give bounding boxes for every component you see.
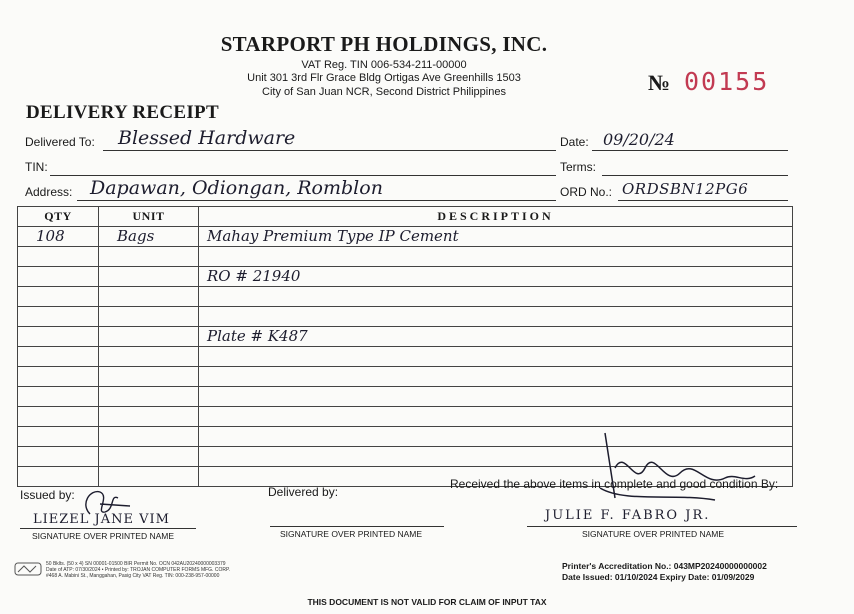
delivered-by-line (270, 526, 444, 527)
issued-by-caption: SIGNATURE OVER PRINTED NAME (32, 531, 174, 541)
date-line (592, 150, 788, 151)
qty-cell-text (18, 447, 36, 465)
unit-cell (99, 267, 199, 287)
qty-cell-text (18, 467, 36, 485)
unit-cell (99, 347, 199, 367)
printer-date-issued: Date Issued: 01/10/2024 Expiry Date: 01/09/2029 (562, 572, 755, 582)
qty-cell-text (18, 307, 36, 325)
description-cell (199, 407, 793, 427)
unit-cell-text (99, 467, 117, 485)
tin-line (50, 175, 556, 176)
qty-cell-text (18, 267, 36, 285)
unit-cell (99, 367, 199, 387)
description-cell (199, 327, 793, 347)
ord-no-line (618, 200, 788, 201)
delivered-by-label: Delivered by: (268, 485, 339, 499)
description-cell-text (199, 447, 207, 465)
delivered-to-label: Delivered To: (25, 135, 95, 149)
unit-cell-text (99, 267, 117, 285)
company-address-line1: Unit 301 3rd Flr Grace Bldg Ortigas Ave Greenhills 1503 (247, 72, 521, 84)
table-row (18, 387, 793, 407)
delivered-to-line (103, 150, 556, 151)
qty-cell-text (18, 347, 36, 365)
description-cell-text (199, 287, 207, 305)
unit-cell (99, 427, 199, 447)
qty-cell-text: 108 (36, 227, 65, 245)
unit-cell-text (99, 327, 117, 345)
issued-by-label: Issued by: (20, 488, 75, 502)
document-title: DELIVERY RECEIPT (26, 102, 219, 123)
table-row (18, 307, 793, 327)
ord-no-value: ORDSBN12PG6 (622, 180, 749, 198)
qty-cell (18, 447, 99, 467)
qty-column-header: QTY (18, 207, 99, 227)
table-row (18, 287, 793, 307)
terms-line (602, 175, 788, 176)
vat-reg: VAT Reg. TIN 006-534-211-00000 (301, 59, 467, 71)
printer-accreditation: Printer's Accreditation No.: 043MP20240000000002 (562, 561, 767, 571)
unit-cell-text (99, 307, 117, 325)
qty-cell (18, 267, 99, 287)
qty-cell-text (18, 287, 36, 305)
description-cell-text (199, 467, 207, 485)
receipt-number-label: № (648, 70, 671, 95)
unit-cell (99, 247, 199, 267)
description-cell-text (199, 367, 207, 385)
qty-cell (18, 307, 99, 327)
unit-cell-text: Bags (117, 227, 155, 245)
delivered-by-caption: SIGNATURE OVER PRINTED NAME (280, 529, 422, 539)
company-address-line2: City of San Juan NCR, Second District Philippines (262, 86, 506, 98)
qty-cell-text (18, 367, 36, 385)
received-by-caption: SIGNATURE OVER PRINTED NAME (582, 529, 724, 539)
description-cell-text (199, 387, 207, 405)
qty-cell-text (18, 387, 36, 405)
receipt-number: 00155 (684, 67, 770, 96)
description-cell-text (199, 347, 207, 365)
qty-cell (18, 247, 99, 267)
description-cell-text (199, 247, 207, 265)
printer-fine-line2: Date of ATP: 07/30/2024 • Printed by: TROJAN COMPUTER FORMS MFG. CORP. (46, 567, 231, 573)
date-label: Date: (560, 135, 589, 149)
description-cell-text: Mahay Premium Type IP Cement (207, 227, 459, 245)
description-cell-text: RO # 21940 (207, 267, 301, 285)
company-name: STARPORT PH HOLDINGS, INC. (220, 32, 548, 56)
description-cell (199, 227, 793, 247)
table-header-row (18, 207, 793, 227)
printer-fine-line3: #468 A. Mabini St., Manggahan, Pasig City VAT Reg. TIN: 000-238-957-00000 (46, 573, 220, 579)
description-cell (199, 287, 793, 307)
qty-cell (18, 387, 99, 407)
unit-cell (99, 327, 199, 347)
unit-cell-text (99, 407, 117, 425)
unit-cell (99, 227, 199, 247)
description-cell (199, 247, 793, 267)
delivered-to-value: Blessed Hardware (118, 127, 296, 149)
terms-label: Terms: (560, 160, 596, 174)
table-row (18, 227, 793, 247)
description-cell (199, 347, 793, 367)
unit-cell (99, 407, 199, 427)
table-row (18, 247, 793, 267)
description-cell-text (199, 407, 207, 425)
unit-cell-text (99, 367, 117, 385)
received-by-name: JULIE F. FABRO JR. (545, 508, 711, 523)
printer-logo-icon (14, 562, 42, 576)
description-cell (199, 267, 793, 287)
unit-cell-text (99, 387, 117, 405)
table-row (18, 407, 793, 427)
description-cell (199, 307, 793, 327)
footer-notice: THIS DOCUMENT IS NOT VALID FOR CLAIM OF INPUT TAX (307, 597, 547, 607)
table-row (18, 267, 793, 287)
qty-cell-text (18, 247, 36, 265)
qty-cell (18, 287, 99, 307)
unit-cell-text (99, 447, 117, 465)
unit-cell (99, 387, 199, 407)
description-cell (199, 387, 793, 407)
table-row (18, 327, 793, 347)
qty-cell (18, 407, 99, 427)
unit-cell (99, 307, 199, 327)
qty-cell (18, 327, 99, 347)
qty-cell (18, 347, 99, 367)
description-cell-text (199, 427, 207, 445)
unit-cell (99, 447, 199, 467)
description-cell-text: Plate # K487 (207, 327, 308, 345)
received-statement: Received the above items in complete and good condition By: (450, 477, 779, 491)
table-row (18, 347, 793, 367)
tin-label: TIN: (25, 160, 48, 174)
ord-no-label: ORD No.: (560, 185, 613, 199)
qty-cell (18, 427, 99, 447)
address-value: Dapawan, Odiongan, Romblon (90, 177, 383, 199)
unit-cell-text (99, 247, 117, 265)
qty-cell-text (18, 327, 36, 345)
description-cell-text (199, 307, 207, 325)
received-by-line (527, 526, 797, 527)
issued-by-line (20, 528, 196, 529)
received-by-signature-icon (585, 428, 765, 518)
issued-by-name: LIEZEL JANE VIM (33, 512, 170, 527)
address-line (77, 200, 556, 201)
table-row (18, 367, 793, 387)
printer-fine-line1: 50 Bklts. (50 x 4) SN 00001-01500 BIR Permit No. OCN 042AU20240000003379 (46, 561, 226, 567)
unit-column-header: UNIT (99, 207, 199, 227)
qty-cell-text (18, 427, 36, 445)
unit-cell-text (99, 287, 117, 305)
unit-cell (99, 287, 199, 307)
unit-cell-text (99, 347, 117, 365)
description-column-header: DESCRIPTION (199, 207, 793, 227)
qty-cell (18, 367, 99, 387)
description-cell (199, 367, 793, 387)
address-label: Address: (25, 185, 73, 199)
date-value: 09/20/24 (603, 130, 675, 149)
qty-cell (18, 227, 99, 247)
unit-cell-text (99, 427, 117, 445)
qty-cell-text (18, 407, 36, 425)
